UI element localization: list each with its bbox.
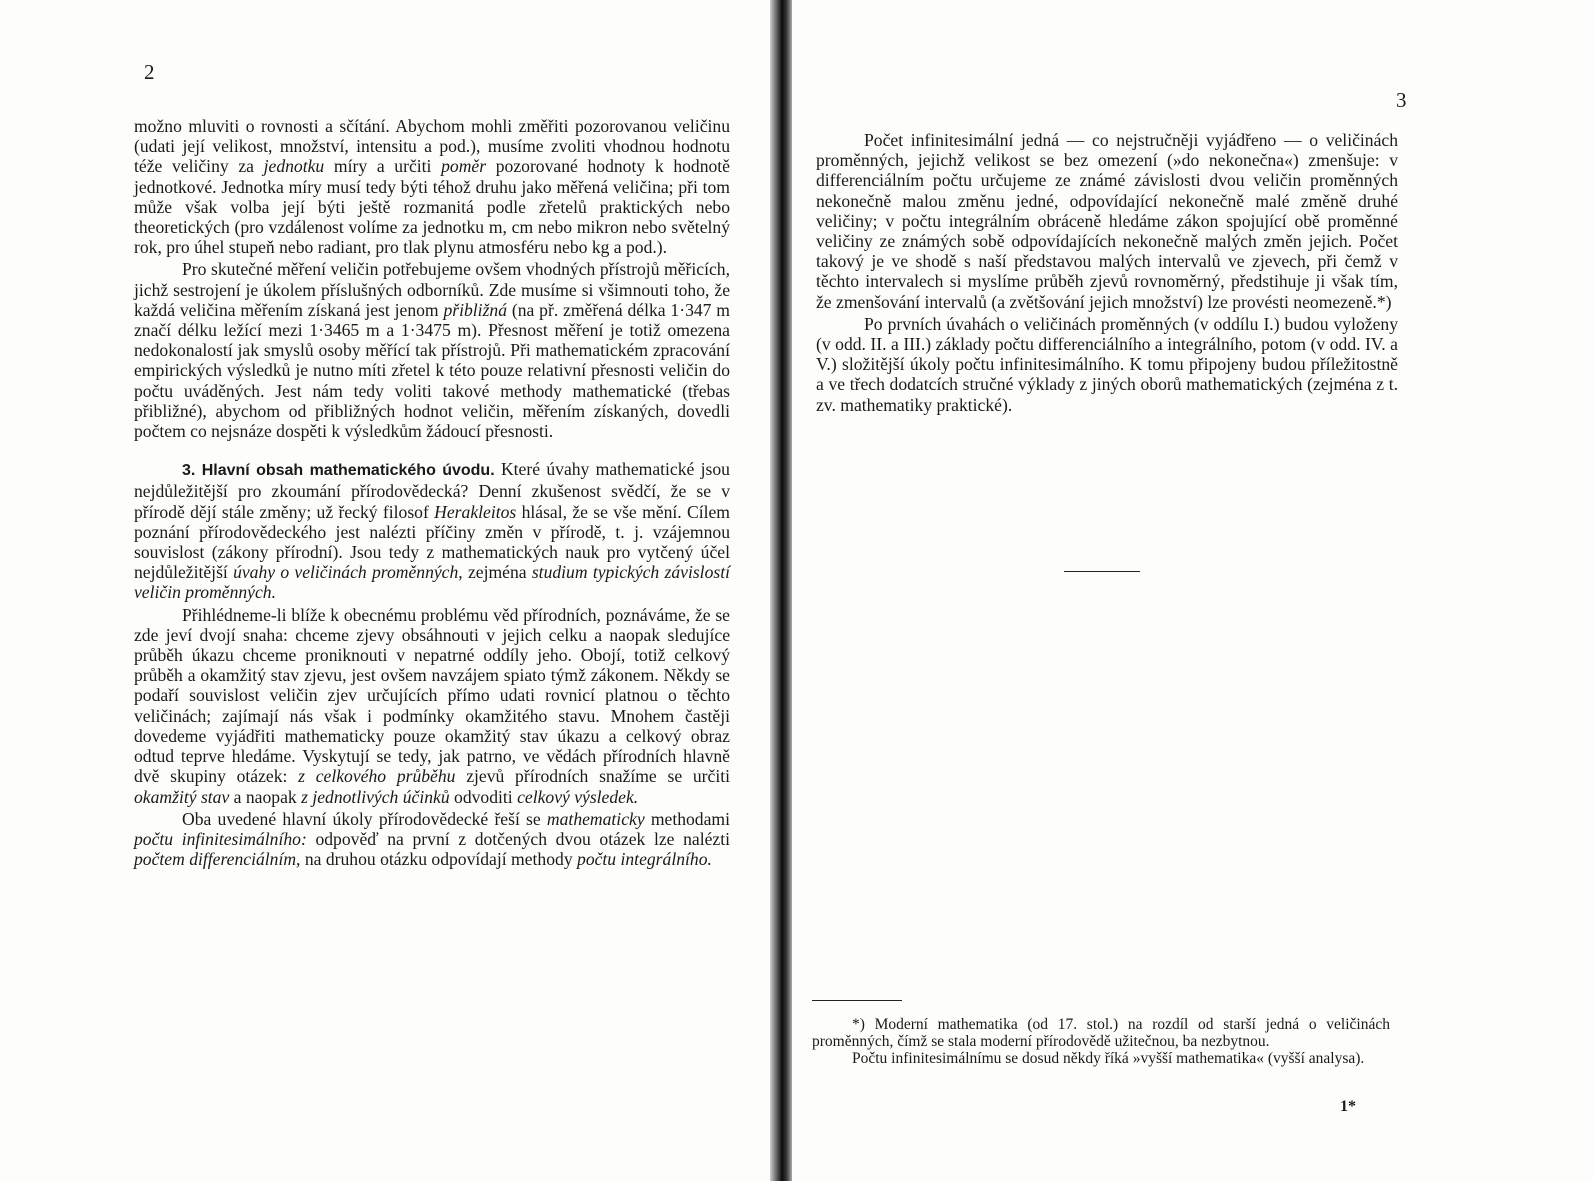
paragraph: Po prvních úvahách o veličinách proměnných (v oddílu I.) budou vyloženy (v odd. II. a III.) základy počtu differenciálního a integrálního, potom (v odd. IV. a V.) složitější úkoly počtu infinitesimálního. K tomu připojeny budou příležitostně a ve třech dodatcích stručné výklady z jiných oborů mathematických (zejména z t. zv. mathematiky praktické). (816, 313, 1398, 415)
section-heading: 3. Hlavní obsah mathematického úvodu. (182, 462, 495, 480)
left-page-body (134, 116, 730, 869)
footnotes (812, 1016, 1390, 1067)
section-divider (1064, 571, 1140, 572)
paragraph: Pro skutečné měření veličin potřebujeme ovšem vhodných přístrojů měřicích, jichž sestrojení je úkolem příslušných odborníků. Zde musíme si všimnouti toho, že každá veličina měřením získaná jest jenom přibližná (na př. změřená délka 1·347 m značí délku ležící mezi 1·3465 m a 1·3475 m). Přesnost měření je totiž omezena nedokonalostí jak smyslů osoby měřící tak přístrojů. Při mathematickém zpracování empirických výsledků je nutno míti zřetel k této pouze relativní přesnosti veličin do počtu uváděných. Jest nám tedy voliti takové methody mathematické (třebas přibližné), abychom od přibližných hodnot veličin, měřením získaných, dovedli počtem co nejsnáze dospěti k výsledkům žádoucí přesnosti. (134, 259, 730, 442)
page-number: 3 (1396, 88, 1407, 112)
left-page (0, 0, 778, 1181)
paragraph: Přihlédneme-li blíže k obecnému problému věd přírodních, poznáváme, že se zde jeví dvojí snaha: chceme zjevy obsáhnouti v jejich celku a naopak sledujíce průběh úkazu chceme proniknouti v nepatrné oddíly jeho. Obojí, totiž celkový průběh a okamžitý stav zjevu, jest ovšem navzájem spiato týmž zákonem. Někdy se podaří souvislost veličin zjev určujících přímo udati rovnicí platnou o těchto veličinách; zajímají nás však i podmínky okamžitého stavu. Mnohem častěji dovedeme vyjádřiti mathematicky pouze okamžitý stav úkazu a celkový obraz odtud teprve hledáme. Vyskytují se tedy, jak patrno, ve vědách přírodních hlavně dvě skupiny otázek: z celkového průběhu zjevů přírodních snažíme se určiti okamžitý stav a naopak z jednotlivých účinků odvoditi celkový výsledek. (134, 604, 731, 807)
paragraph: Počet infinitesimální jedná — co nejstručněji vyjádřeno — o veličinách proměnných, jejichž velikost se bez omezení (»do nekonečna«) zmenšuje: v differenciálním počtu určujeme ze známé závislosti dvou veličin proměnných nekonečně malou změnu jedné, odpovídající nekonečně malé změně druhé veličiny; v počtu integrálním obráceně hledáme zákon spojující obě proměnné veličiny ze známých sobě odpovídajících nekonečně malých změn jejich. Počet takový je ve shodě s naší představou malých intervalů ve zjevech, při čemž v těchto intervalech si myslíme průběh zjevů rovnoměrný, předstihuje ji však tím, že zmenšování intervalů (a zvětšování jejich množství) lze provésti neomezeně.*) (816, 130, 1398, 312)
section-3-paragraph: 3. Hlavní obsah mathematického úvodu. Které úvahy mathematické jsou nejdůležitější pro zkoumání přírodovědecká? Denní zkušenost svědčí, že se v přírodě dějí stále změny; už řecký filosof Herakleitos hlásal, že se vše mění. Cílem poznání přírodovědeckého jest nalézti příčiny změn v přírodě, t. j. vzájemnou souvislost (zákony přírodní). Jsou tedy z mathematických nauk pro vytčený účel nejdůležitější úvahy o veličinách proměnných, zejména studium typických závislostí veličin proměnných. (134, 459, 730, 603)
page-number: 2 (144, 60, 155, 84)
paragraph: možno mluviti o rovnosti a sčítání. Abychom mohli změřiti pozorovanou veličinu (udati její velikost, množství, intensitu a pod.), musíme zvoliti vhodnou hodnotu téže veličiny za jednotku míry a určiti poměr pozorované hodnoty k hodnotě jednotkové. Jednotka míry musí tedy býti téhož druhu jako měřená veličina; při tom může však volba její býti ještě rozmanitá podle zřetelů praktických nebo theoretických (pro vzdálenost volíme za jednotku m, cm nebo mikron nebo světelný rok, pro úhel stupeň nebo radiant, pro tlak plynu atmosféru nebo kg a pod.). (134, 116, 730, 258)
paragraph: Oba uvedené hlavní úkoly přírodovědecké řeší se mathematicky methodami počtu infinitesimálního: odpověď na první z dotčených dvou otázek lze nalézti počtem differenciálním, na druhou otázku odpovídají methody počtu integrálního. (134, 808, 730, 870)
right-page (792, 0, 1594, 1181)
footnote: Počtu infinitesimálnímu se dosud někdy říká »vyšší mathematika« (vyšší analysa). (852, 1050, 1365, 1067)
footnote-rule (812, 1000, 902, 1001)
right-page-body (816, 130, 1398, 415)
book-gutter (770, 0, 794, 1181)
signature-mark: 1* (1340, 1098, 1356, 1115)
footnote: *) Moderní mathematika (od 17. stol.) na rozdíl od starší jedná o veličinách proměnných, čímž se stala moderní přírodovědě užitečnou, ba nezbytnou. (812, 1016, 1390, 1050)
